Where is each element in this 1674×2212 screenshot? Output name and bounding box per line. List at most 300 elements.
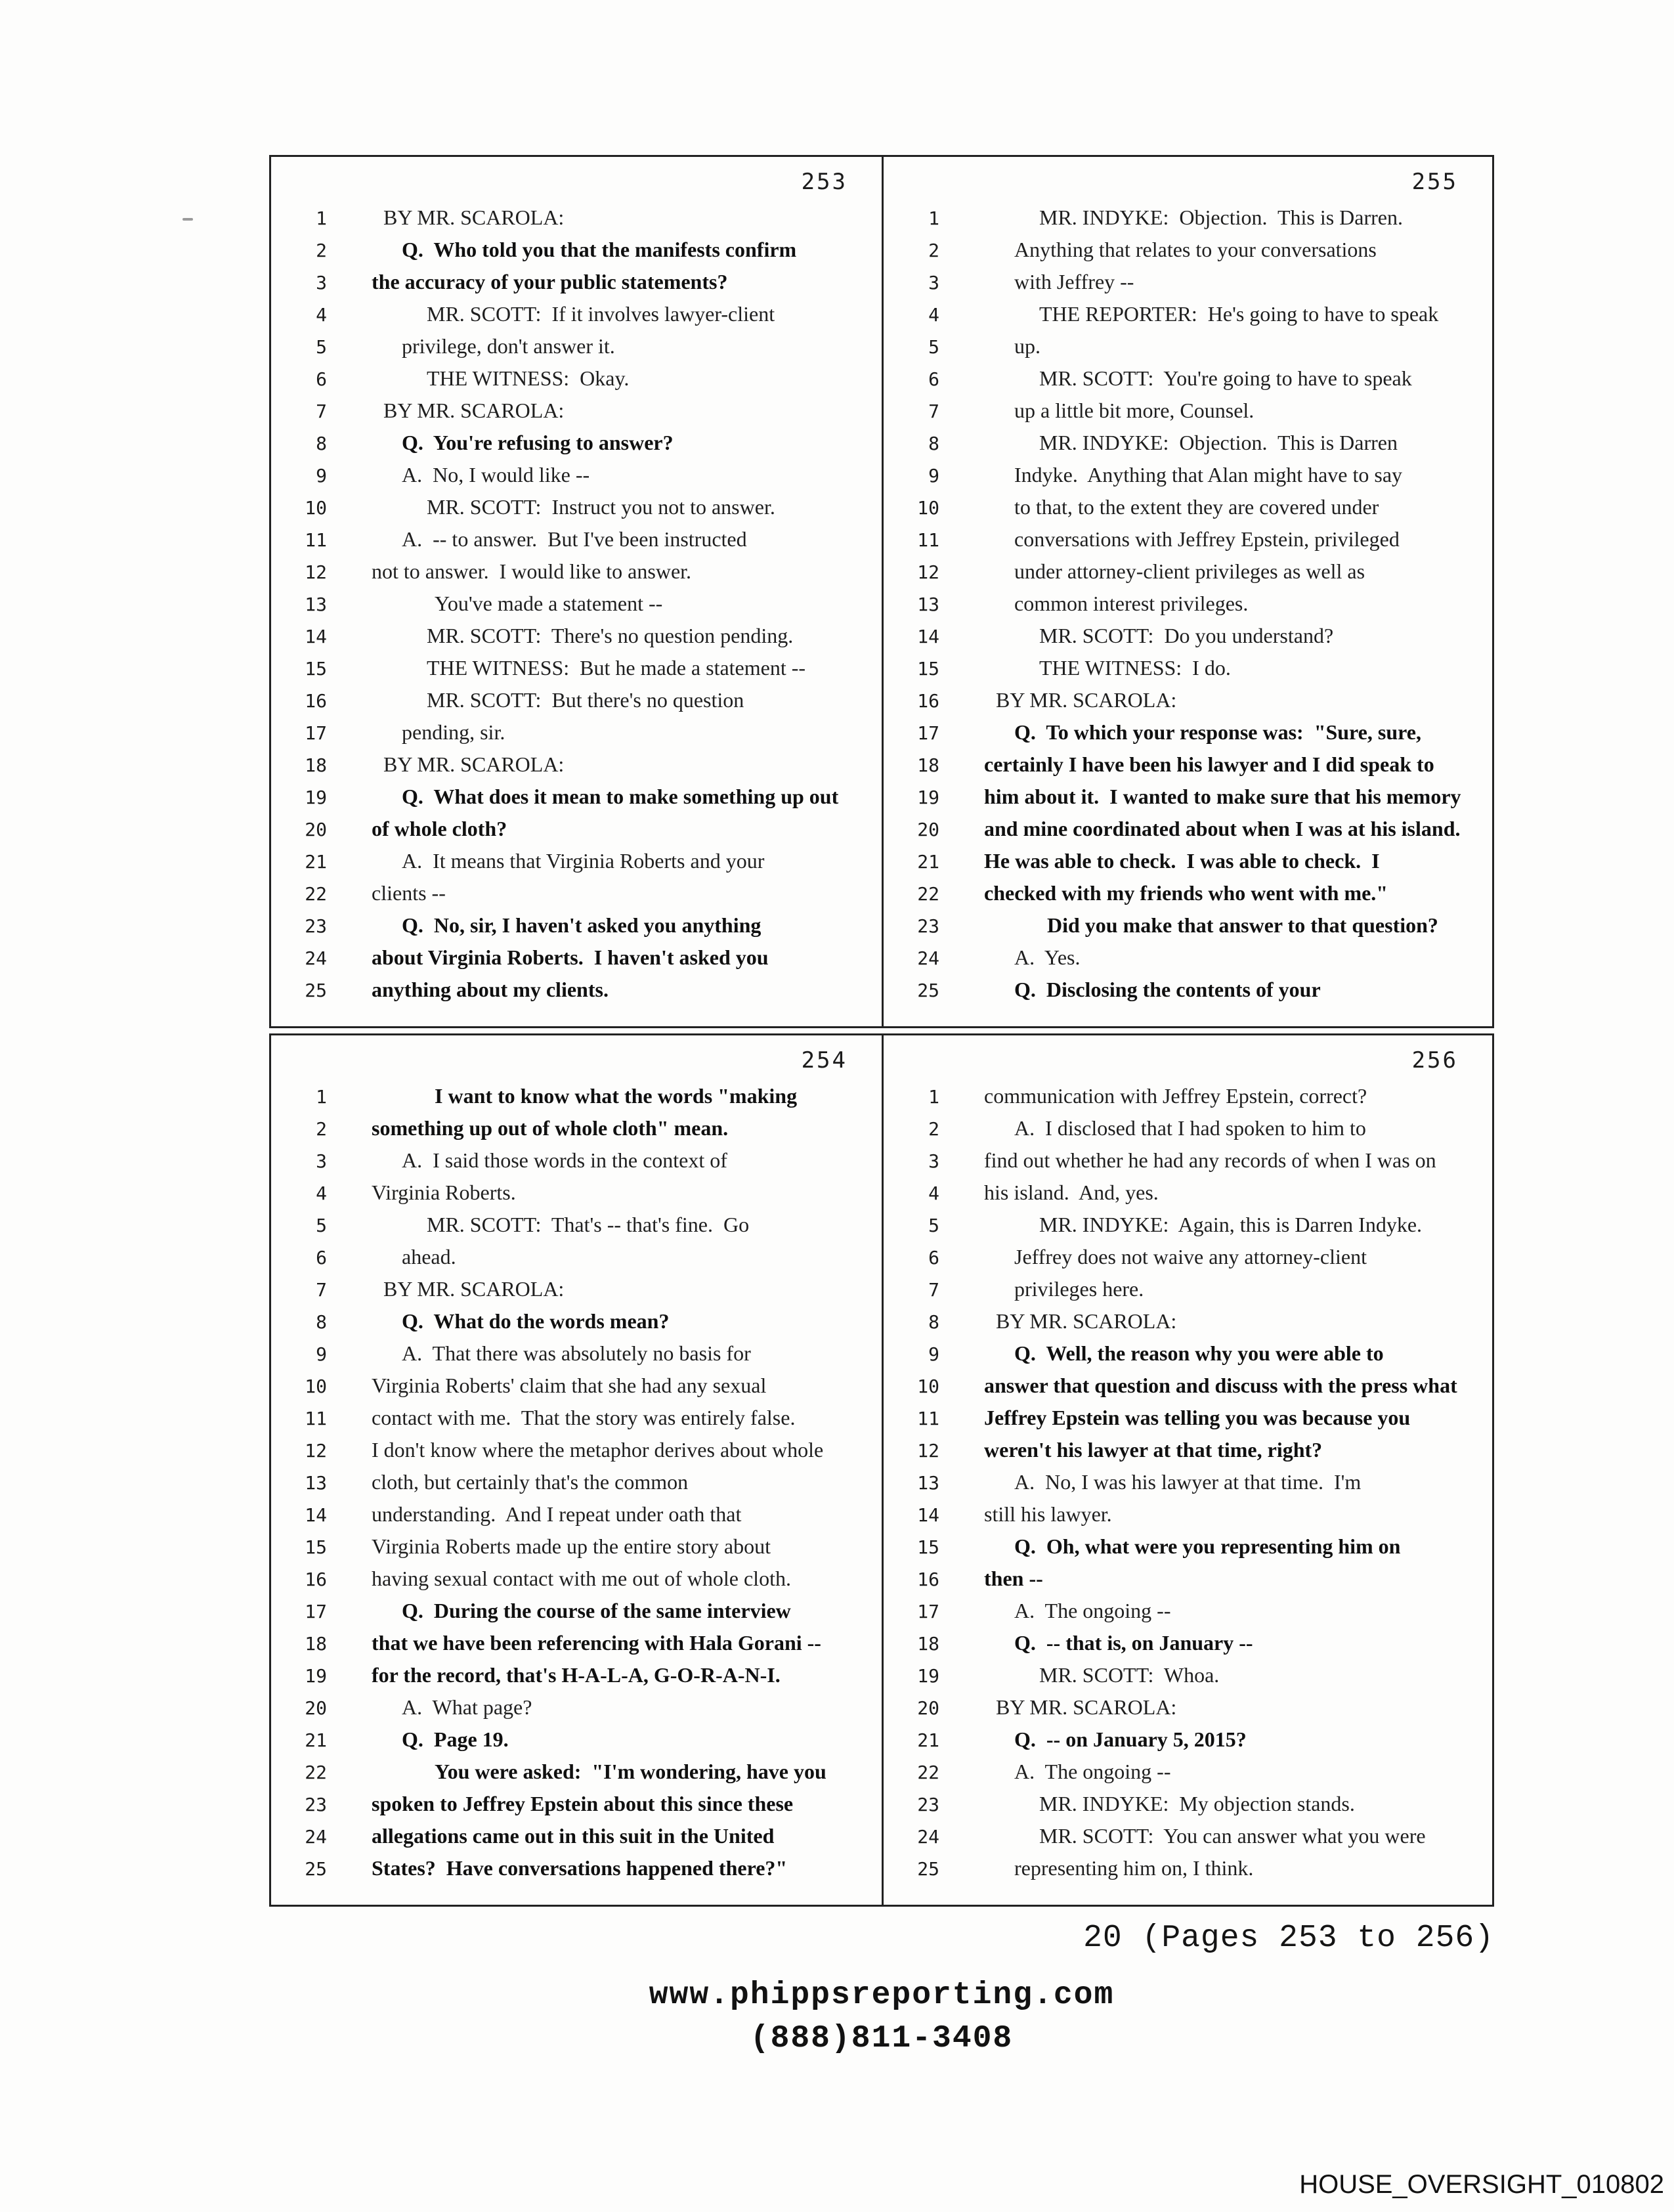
- line-text: BY MR. SCAROLA:: [383, 752, 565, 776]
- line-text: contact with me. That the story was entirely false.: [372, 1406, 796, 1429]
- transcript-line: [271, 1245, 882, 1277]
- line-text: Q. -- that is, on January --: [1014, 1631, 1253, 1655]
- line-text: Q. During the course of the same interview: [402, 1599, 791, 1622]
- transcript-line: [884, 913, 1492, 945]
- line-text: A. No, I would like --: [402, 463, 590, 487]
- transcript-line: [271, 1148, 882, 1181]
- transcript-line: [884, 1856, 1492, 1888]
- line-number: 7: [928, 401, 939, 422]
- line-number: 4: [928, 1182, 939, 1204]
- line-text: certainly I have been his lawyer and I did speak to: [984, 752, 1434, 776]
- transcript-line: [884, 1374, 1492, 1406]
- transcript-line: [884, 1792, 1492, 1824]
- line-number: 1: [316, 207, 327, 229]
- transcript-line: [884, 1599, 1492, 1631]
- pages-grid: [269, 155, 1494, 1907]
- transcript-line: [884, 366, 1492, 399]
- line-number: 22: [917, 1762, 939, 1783]
- line-number: 16: [305, 1569, 327, 1590]
- line-text: Q. Disclosing the contents of your: [1014, 978, 1321, 1001]
- transcript-line: [271, 752, 882, 785]
- transcript-line: [271, 849, 882, 881]
- line-number: 16: [917, 1569, 939, 1590]
- line-number: 19: [917, 1665, 939, 1687]
- transcript-line: [271, 592, 882, 624]
- scan-artifact: [182, 218, 193, 221]
- transcript-line: [884, 1727, 1492, 1760]
- transcript-line: [884, 1760, 1492, 1792]
- line-text: You were asked: "I'm wondering, have you: [435, 1760, 826, 1783]
- transcript-line: [271, 1695, 882, 1727]
- transcript-line: [884, 978, 1492, 1010]
- line-number: 9: [928, 465, 939, 487]
- line-text: him about it. I wanted to make sure that his memory: [984, 785, 1461, 808]
- line-text: Jeffrey Epstein was telling you was because you: [984, 1406, 1411, 1429]
- line-number: 8: [316, 433, 327, 454]
- line-number: 3: [316, 1150, 327, 1172]
- transcript-line: [884, 1663, 1492, 1695]
- line-text: understanding. And I repeat under oath that: [372, 1502, 742, 1526]
- transcript-line: [271, 431, 882, 463]
- transcript-line: [884, 785, 1492, 817]
- line-number: 21: [917, 851, 939, 873]
- line-number: 2: [316, 240, 327, 261]
- line-text: MR. SCOTT: That's -- that's fine. Go: [427, 1213, 750, 1236]
- transcript-line: [884, 945, 1492, 978]
- line-text: about Virginia Roberts. I haven't asked you: [372, 945, 769, 969]
- transcript-line: [271, 1406, 882, 1438]
- line-text: A. No, I was his lawyer at that time. I'm: [1014, 1470, 1362, 1494]
- line-number: 19: [917, 787, 939, 808]
- transcript-line: [271, 785, 882, 817]
- transcript-line: [884, 1695, 1492, 1727]
- line-number: 21: [305, 1729, 327, 1751]
- line-text: for the record, that's H-A-L-A, G-O-R-A-N-I.: [372, 1663, 781, 1687]
- page-number: 256: [1411, 1047, 1458, 1073]
- transcript-line: [271, 945, 882, 978]
- transcript-line: [271, 1534, 882, 1567]
- transcript-line: [271, 1341, 882, 1374]
- line-number: 5: [316, 336, 327, 358]
- line-number: 25: [917, 980, 939, 1001]
- transcript-line: [271, 1824, 882, 1856]
- line-number: 18: [917, 1633, 939, 1655]
- line-number: 14: [917, 1504, 939, 1526]
- line-number: 9: [928, 1343, 939, 1365]
- footer-phone: (888)811-3408: [750, 2021, 1014, 2056]
- line-text: with Jeffrey --: [1014, 270, 1134, 293]
- line-text: BY MR. SCAROLA:: [383, 206, 565, 229]
- transcript-line: [271, 495, 882, 527]
- line-number: 9: [316, 465, 327, 487]
- line-number: 3: [928, 1150, 939, 1172]
- line-text: weren't his lawyer at that time, right?: [984, 1438, 1323, 1462]
- line-text: privileges here.: [1014, 1277, 1144, 1301]
- line-text: under attorney-client privileges as well as: [1014, 559, 1365, 583]
- line-number: 25: [917, 1858, 939, 1880]
- line-number: 12: [917, 561, 939, 583]
- line-number: 16: [305, 690, 327, 712]
- line-text: Q. Page 19.: [402, 1727, 509, 1751]
- transcript-line: [884, 1148, 1492, 1181]
- transcript-line: [884, 1341, 1492, 1374]
- line-number: 25: [305, 980, 327, 1001]
- transcript-line: [271, 656, 882, 688]
- line-number: 23: [917, 1794, 939, 1815]
- footer-page-range: 20 (Pages 253 to 256): [1083, 1920, 1494, 1956]
- line-number: 20: [917, 819, 939, 840]
- transcript-line: [884, 527, 1492, 559]
- line-number: 11: [917, 529, 939, 551]
- transcript-line: [271, 688, 882, 720]
- line-text: Virginia Roberts.: [372, 1181, 516, 1204]
- transcript-page-255: [882, 157, 1492, 1026]
- transcript-line: [271, 1213, 882, 1245]
- line-text: MR. SCOTT: Instruct you not to answer.: [427, 495, 775, 519]
- line-text: BY MR. SCAROLA:: [383, 399, 565, 422]
- line-number: 6: [928, 1247, 939, 1269]
- line-number: 24: [917, 1826, 939, 1848]
- line-number: 4: [316, 1182, 327, 1204]
- transcript-line: [884, 720, 1492, 752]
- line-number: 14: [305, 1504, 327, 1526]
- line-text: A. The ongoing --: [1014, 1599, 1171, 1622]
- line-number: 2: [928, 240, 939, 261]
- line-text: THE WITNESS: Okay.: [427, 366, 630, 390]
- line-text: Q. To which your response was: "Sure, sure,: [1014, 720, 1421, 744]
- transcript-line: [271, 1116, 882, 1148]
- transcript-line: [884, 1534, 1492, 1567]
- transcript-line: [271, 1567, 882, 1599]
- transcript-line: [884, 1631, 1492, 1663]
- page-number: 254: [801, 1047, 848, 1073]
- line-number: 5: [316, 1215, 327, 1236]
- line-text: of whole cloth?: [372, 817, 507, 840]
- line-number: 17: [917, 722, 939, 744]
- line-number: 12: [917, 1440, 939, 1462]
- line-number: 10: [917, 1376, 939, 1397]
- line-number: 14: [917, 626, 939, 647]
- line-number: 24: [305, 947, 327, 969]
- line-text: Q. What does it mean to make something up out: [402, 785, 839, 808]
- page-row: [269, 1033, 1494, 1907]
- line-number: 3: [928, 272, 939, 293]
- transcript-line: [884, 656, 1492, 688]
- line-text: BY MR. SCAROLA:: [996, 1309, 1177, 1333]
- transcript-line: [884, 688, 1492, 720]
- transcript-line: [271, 913, 882, 945]
- transcript-line: [271, 1470, 882, 1502]
- transcript-line: [271, 1181, 882, 1213]
- transcript-line: [884, 1084, 1492, 1116]
- transcript-line: [884, 1567, 1492, 1599]
- line-text: Virginia Roberts' claim that she had any sexual: [372, 1374, 767, 1397]
- page-number: 255: [1411, 169, 1458, 195]
- line-number: 20: [305, 819, 327, 840]
- line-number: 13: [917, 594, 939, 615]
- line-text: MR. SCOTT: But there's no question: [427, 688, 744, 712]
- transcript-line: [884, 592, 1492, 624]
- line-text: I want to know what the words "making: [435, 1084, 798, 1108]
- line-text: Q. Who told you that the manifests confirm: [402, 238, 797, 261]
- transcript-line: [884, 1213, 1492, 1245]
- line-number: 21: [917, 1729, 939, 1751]
- line-text: Q. Well, the reason why you were able to: [1014, 1341, 1384, 1365]
- line-text: A. I disclosed that I had spoken to him to: [1014, 1116, 1366, 1140]
- line-text: MR. SCOTT: You can answer what you were: [1039, 1824, 1426, 1848]
- line-number: 11: [305, 529, 327, 551]
- line-number: 15: [305, 658, 327, 680]
- line-number: 15: [917, 658, 939, 680]
- line-text: then --: [984, 1567, 1043, 1590]
- transcript-line: [884, 1406, 1492, 1438]
- line-text: THE WITNESS: I do.: [1039, 656, 1231, 680]
- line-number: 21: [305, 851, 327, 873]
- line-text: MR. SCOTT: If it involves lawyer-client: [427, 302, 775, 326]
- line-text: MR. INDYKE: Objection. This is Darren: [1039, 431, 1398, 454]
- line-number: 6: [928, 368, 939, 390]
- transcript-line: [271, 238, 882, 270]
- line-text: MR. INDYKE: My objection stands.: [1039, 1792, 1355, 1815]
- transcript-line: [271, 817, 882, 849]
- line-number: 18: [305, 1633, 327, 1655]
- transcript-line: [271, 1663, 882, 1695]
- line-text: something up out of whole cloth" mean.: [372, 1116, 729, 1140]
- transcript-line: [884, 1470, 1492, 1502]
- transcript-line: [271, 978, 882, 1010]
- transcript-line: [271, 1760, 882, 1792]
- line-text: that we have been referencing with Hala Gorani --: [372, 1631, 821, 1655]
- line-number: 15: [917, 1536, 939, 1558]
- line-number: 7: [928, 1279, 939, 1301]
- line-number: 10: [917, 497, 939, 519]
- transcript-line: [884, 1824, 1492, 1856]
- transcript-line: [884, 399, 1492, 431]
- footer-website: www.phippsreporting.com: [649, 1978, 1115, 2013]
- line-text: BY MR. SCAROLA:: [383, 1277, 565, 1301]
- line-text: find out whether he had any records of when I was on: [984, 1148, 1436, 1172]
- transcript-line: [271, 366, 882, 399]
- line-text: BY MR. SCAROLA:: [996, 688, 1177, 712]
- transcript-line: [271, 1438, 882, 1470]
- transcript-line: [271, 527, 882, 559]
- transcript-line: [884, 431, 1492, 463]
- transcript-line: [271, 399, 882, 431]
- line-text: and mine coordinated about when I was at his island.: [984, 817, 1461, 840]
- transcript-line: [271, 302, 882, 334]
- line-number: 24: [917, 947, 939, 969]
- transcript-line: [271, 1277, 882, 1309]
- transcript-line: [884, 1502, 1492, 1534]
- line-number: 3: [316, 272, 327, 293]
- line-number: 2: [316, 1118, 327, 1140]
- transcript-line: [271, 1502, 882, 1534]
- line-text: He was able to check. I was able to check. I: [984, 849, 1380, 873]
- transcript-line: [271, 1727, 882, 1760]
- line-text: BY MR. SCAROLA:: [996, 1695, 1177, 1719]
- line-number: 16: [917, 690, 939, 712]
- line-text: up.: [1014, 334, 1041, 358]
- transcript-line: [271, 206, 882, 238]
- line-number: 17: [917, 1601, 939, 1622]
- transcript-line: [271, 463, 882, 495]
- line-number: 5: [928, 336, 939, 358]
- transcript-line: [884, 881, 1492, 913]
- line-number: 14: [305, 626, 327, 647]
- line-text: A. It means that Virginia Roberts and your: [402, 849, 765, 873]
- transcript-line: [884, 495, 1492, 527]
- line-text: MR. SCOTT: There's no question pending.: [427, 624, 794, 647]
- line-text: having sexual contact with me out of whole cloth.: [372, 1567, 791, 1590]
- transcript-line: [884, 752, 1492, 785]
- transcript-page-256: [882, 1035, 1492, 1905]
- transcript-line: [884, 1116, 1492, 1148]
- line-text: I don't know where the metaphor derives about whole: [372, 1438, 824, 1462]
- line-number: 24: [305, 1826, 327, 1848]
- line-text: A. The ongoing --: [1014, 1760, 1171, 1783]
- line-number: 25: [305, 1858, 327, 1880]
- line-text: still his lawyer.: [984, 1502, 1112, 1526]
- line-text: clients --: [372, 881, 446, 905]
- line-number: 15: [305, 1536, 327, 1558]
- line-number: 20: [917, 1697, 939, 1719]
- bates-stamp: HOUSE_OVERSIGHT_010802: [1299, 2170, 1664, 2199]
- line-text: anything about my clients.: [372, 978, 609, 1001]
- transcript-line: [271, 720, 882, 752]
- line-text: States? Have conversations happened there?": [372, 1856, 788, 1880]
- transcript-line: [884, 206, 1492, 238]
- transcript-line: [271, 1084, 882, 1116]
- line-text: A. What page?: [402, 1695, 532, 1719]
- line-number: 17: [305, 1601, 327, 1622]
- line-number: 22: [917, 883, 939, 905]
- transcript-line: [884, 559, 1492, 592]
- transcript-line: [884, 463, 1492, 495]
- line-number: 22: [305, 1762, 327, 1783]
- line-number: 8: [928, 1311, 939, 1333]
- line-number: 20: [305, 1697, 327, 1719]
- line-number: 4: [316, 304, 327, 326]
- line-number: 5: [928, 1215, 939, 1236]
- line-text: MR. SCOTT: Whoa.: [1039, 1663, 1220, 1687]
- line-text: the accuracy of your public statements?: [372, 270, 728, 293]
- line-text: cloth, but certainly that's the common: [372, 1470, 689, 1494]
- line-number: 18: [305, 754, 327, 776]
- transcript-page-254: [271, 1035, 882, 1905]
- page-row: [269, 155, 1494, 1028]
- line-number: 11: [305, 1408, 327, 1429]
- transcript-line: [884, 1181, 1492, 1213]
- line-text: Jeffrey does not waive any attorney-client: [1014, 1245, 1367, 1269]
- line-text: to that, to the extent they are covered under: [1014, 495, 1379, 519]
- line-number: 2: [928, 1118, 939, 1140]
- transcript-line: [271, 881, 882, 913]
- transcript-line: [884, 270, 1492, 302]
- line-number: 23: [917, 915, 939, 937]
- transcript-page-253: [271, 157, 882, 1026]
- transcript-line: [884, 1438, 1492, 1470]
- line-text: common interest privileges.: [1014, 592, 1249, 615]
- line-text: MR. INDYKE: Objection. This is Darren.: [1039, 206, 1403, 229]
- line-text: representing him on, I think.: [1014, 1856, 1254, 1880]
- transcript-line: [271, 1374, 882, 1406]
- line-number: 9: [316, 1343, 327, 1365]
- line-text: Anything that relates to your conversations: [1014, 238, 1377, 261]
- transcript-line: [884, 238, 1492, 270]
- transcript-line: [884, 624, 1492, 656]
- line-text: MR. SCOTT: You're going to have to speak: [1039, 366, 1412, 390]
- transcript-line: [884, 334, 1492, 366]
- line-text: communication with Jeffrey Epstein, correct?: [984, 1084, 1367, 1108]
- transcript-line: [271, 1631, 882, 1663]
- line-number: 8: [316, 1311, 327, 1333]
- line-number: 13: [305, 594, 327, 615]
- line-text: Indyke. Anything that Alan might have to say: [1014, 463, 1403, 487]
- line-text: up a little bit more, Counsel.: [1014, 399, 1255, 422]
- line-number: 6: [316, 368, 327, 390]
- transcript-line: [884, 302, 1492, 334]
- transcript-line: [884, 849, 1492, 881]
- line-number: 1: [928, 1086, 939, 1108]
- line-number: 10: [305, 1376, 327, 1397]
- line-text: not to answer. I would like to answer.: [372, 559, 692, 583]
- line-text: ahead.: [402, 1245, 456, 1269]
- line-text: A. -- to answer. But I've been instructed: [402, 527, 747, 551]
- transcript-line: [884, 1309, 1492, 1341]
- line-number: 13: [305, 1472, 327, 1494]
- transcript-line: [271, 1309, 882, 1341]
- line-text: Q. No, sir, I haven't asked you anything: [402, 913, 762, 937]
- line-text: Did you make that answer to that question?: [1047, 913, 1438, 937]
- line-number: 1: [316, 1086, 327, 1108]
- line-number: 23: [305, 915, 327, 937]
- transcript-line: [884, 1277, 1492, 1309]
- line-text: A. I said those words in the context of: [402, 1148, 727, 1172]
- line-text: A. That there was absolutely no basis for: [402, 1341, 751, 1365]
- line-number: 4: [928, 304, 939, 326]
- line-text: spoken to Jeffrey Epstein about this since these: [372, 1792, 794, 1815]
- transcript-line: [271, 334, 882, 366]
- line-number: 18: [917, 754, 939, 776]
- line-text: Q. What do the words mean?: [402, 1309, 670, 1333]
- transcript-line: [884, 1245, 1492, 1277]
- line-text: A. Yes.: [1014, 945, 1081, 969]
- line-text: MR. SCOTT: Do you understand?: [1039, 624, 1334, 647]
- transcript-line: [271, 1599, 882, 1631]
- line-text: Q. -- on January 5, 2015?: [1014, 1727, 1247, 1751]
- transcript-line: [271, 270, 882, 302]
- line-number: 23: [305, 1794, 327, 1815]
- line-text: Q. You're refusing to answer?: [402, 431, 674, 454]
- page-number: 253: [801, 169, 848, 195]
- line-number: 8: [928, 433, 939, 454]
- line-text: THE REPORTER: He's going to have to speak: [1039, 302, 1439, 326]
- line-text: pending, sir.: [402, 720, 505, 744]
- line-number: 12: [305, 1440, 327, 1462]
- line-text: allegations came out in this suit in the United: [372, 1824, 775, 1848]
- line-number: 10: [305, 497, 327, 519]
- transcript-line: [884, 817, 1492, 849]
- line-number: 17: [305, 722, 327, 744]
- line-text: You've made a statement --: [435, 592, 663, 615]
- line-text: privilege, don't answer it.: [402, 334, 615, 358]
- line-number: 12: [305, 561, 327, 583]
- line-number: 7: [316, 1279, 327, 1301]
- line-text: his island. And, yes.: [984, 1181, 1159, 1204]
- line-number: 19: [305, 787, 327, 808]
- transcript-line: [271, 1792, 882, 1824]
- transcript-line: [271, 559, 882, 592]
